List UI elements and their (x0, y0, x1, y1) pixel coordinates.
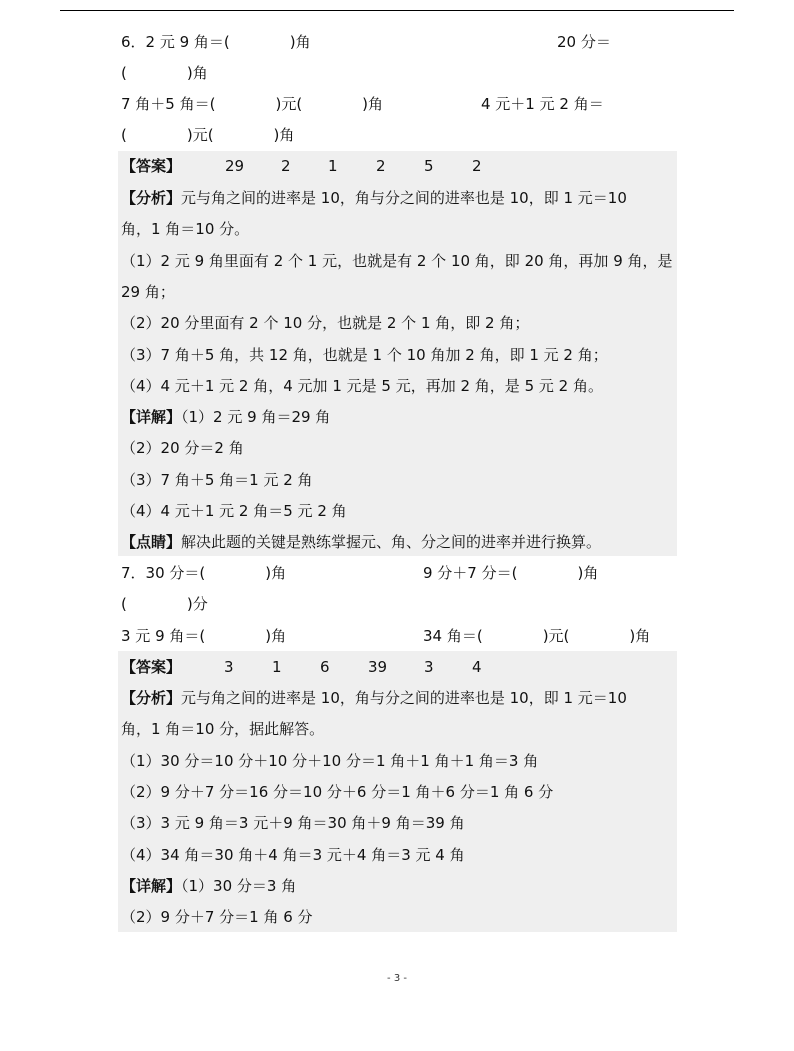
q7-analysis-5: （3）3 元 9 角＝3 元＋9 角＝30 角＋9 角＝39 角 (121, 814, 465, 832)
q6-analysis-6: （3）7 角＋5 角，共 12 角，也就是 1 个 10 角加 2 角，即 1 元 2 角； (121, 346, 608, 364)
header-rule (60, 10, 734, 11)
q6-line-1b: 20 分＝ (557, 33, 611, 51)
q7-answer-6: 4 (472, 658, 482, 676)
q7-analysis-2: 角，1 角＝10 分，据此解答。 (121, 720, 325, 738)
q6-analysis-7: （4）4 元＋1 元 2 角，4 元加 1 元是 5 元，再加 2 角，是 5 元 2 角。 (121, 377, 603, 395)
q6-answer-5: 5 (424, 157, 434, 175)
q7-analysis-6: （4）34 角＝30 角＋4 角＝3 元＋4 角＝3 元 4 角 (121, 846, 465, 864)
q6-answer-4: 2 (376, 157, 386, 175)
q7-answer-2: 1 (272, 658, 282, 676)
q6-detail-1 (121, 407, 330, 427)
page-number: - 3 - (387, 973, 407, 984)
q6-analysis-text: 元与角之间的进率是 10，角与分之间的进率也是 10，即 1 元＝10 (181, 189, 627, 207)
q7-line-1a: 7．30 分＝( )角 (121, 564, 287, 582)
q7-line-3b: 34 角＝( )元( )角 (423, 627, 651, 645)
q6-tip-text: 解决此题的关键是熟练掌握元、角、分之间的进率并进行换算。 (181, 533, 602, 551)
q7-detail-tag: 【详解】 (121, 877, 182, 895)
q6-line-4: ( )元( )角 (121, 126, 295, 144)
q6-analysis-1 (121, 188, 627, 208)
q6-tip (121, 532, 601, 552)
q7-detail-1 (121, 876, 296, 896)
q6-tip-tag: 【点睛】 (121, 533, 182, 551)
q6-answer-3: 1 (328, 157, 338, 175)
q6-detail-tag: 【详解】 (121, 408, 182, 426)
q6-answer-6: 2 (472, 157, 482, 175)
q6-answer-2: 2 (281, 157, 291, 175)
q6-detail-3: （3）7 角＋5 角＝1 元 2 角 (121, 471, 313, 489)
q7-analysis-3: （1）30 分＝10 分＋10 分＋10 分＝1 角＋1 角＋1 角＝3 角 (121, 752, 539, 770)
q6-detail-4: （4）4 元＋1 元 2 角＝5 元 2 角 (121, 502, 347, 520)
q6-analysis-4: 29 角； (121, 283, 175, 301)
q6-line-3a: 7 角＋5 角＝( )元( )角 (121, 95, 384, 113)
q7-answer-3: 6 (320, 658, 330, 676)
q6-line-3b: 4 元＋1 元 2 角＝ (481, 95, 604, 113)
q7-analysis-1 (121, 688, 627, 708)
q7-line-3a: 3 元 9 角＝( )角 (121, 627, 287, 645)
q7-answer-4: 39 (368, 658, 388, 676)
q6-detail-text: （1）2 元 9 角＝29 角 (181, 408, 331, 426)
q6-detail-2: （2）20 分＝2 角 (121, 439, 244, 457)
q7-detail-text: （1）30 分＝3 角 (181, 877, 297, 895)
q6-analysis-2: 角，1 角＝10 分。 (121, 220, 250, 238)
q6-answer-1: 29 (225, 157, 245, 175)
q6-line-2: ( )角 (121, 64, 208, 82)
q7-detail-2: （2）9 分＋7 分＝1 角 6 分 (121, 908, 313, 926)
q6-analysis-tag: 【分析】 (121, 189, 182, 207)
q6-answer-tag: 【答案】 (121, 157, 182, 175)
q7-analysis-text: 元与角之间的进率是 10，角与分之间的进率也是 10，即 1 元＝10 (181, 689, 627, 707)
q7-answer-tag: 【答案】 (121, 658, 182, 676)
q6-analysis-3: （1）2 元 9 角里面有 2 个 1 元，也就是有 2 个 10 角，即 20 角，再加 9 角，是 (121, 252, 673, 270)
q7-analysis-4: （2）9 分＋7 分＝16 分＝10 分＋6 分＝1 角＋6 分＝1 角 6 分 (121, 783, 554, 801)
q7-answer-5: 3 (424, 658, 434, 676)
q7-analysis-tag: 【分析】 (121, 689, 182, 707)
q6-analysis-5: （2）20 分里面有 2 个 10 分，也就是 2 个 1 角，即 2 角； (121, 314, 530, 332)
q6-line-1a: 6．2 元 9 角＝( )角 (121, 33, 311, 51)
q7-line-2: ( )分 (121, 595, 208, 613)
q7-answer-1: 3 (224, 658, 234, 676)
q7-line-1b: 9 分＋7 分＝( )角 (423, 564, 599, 582)
